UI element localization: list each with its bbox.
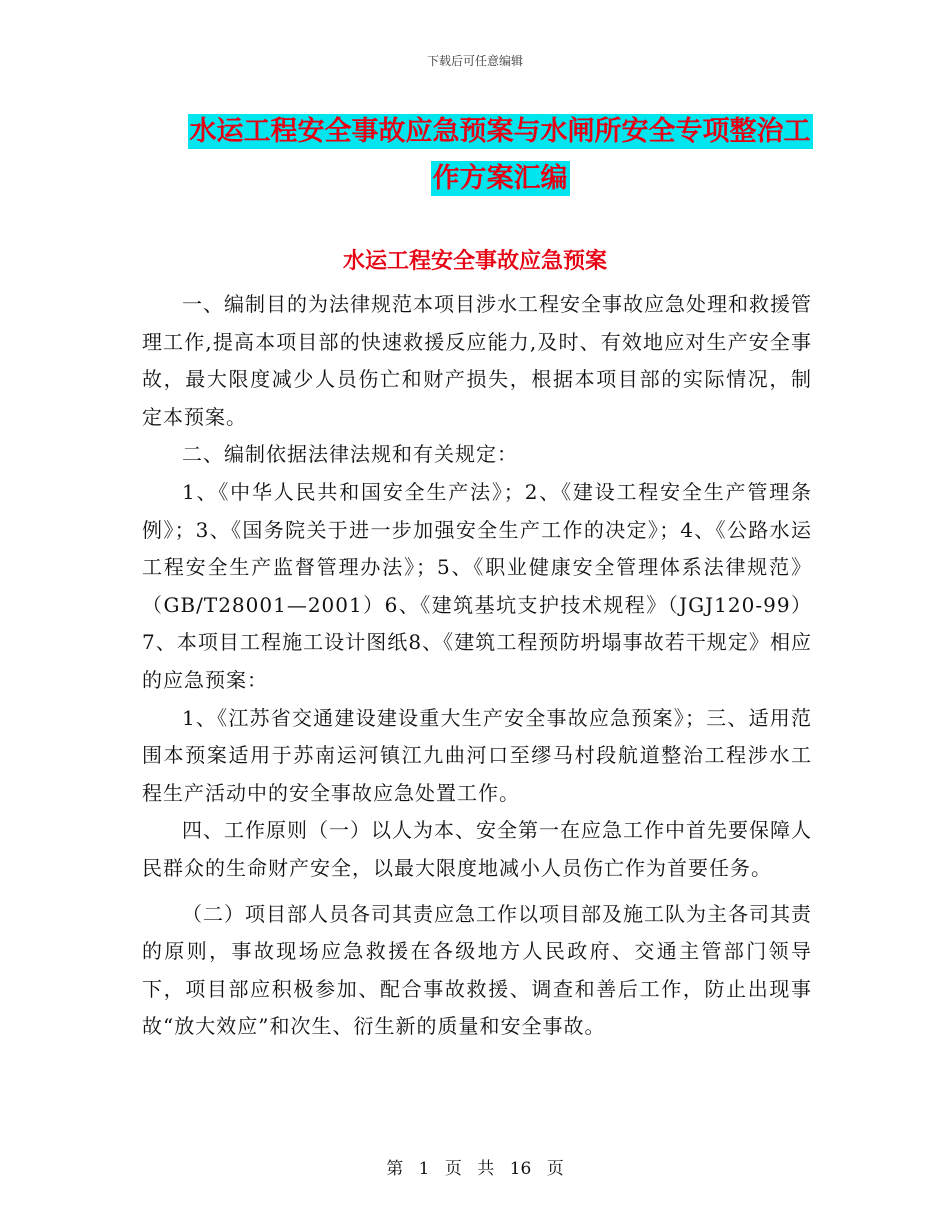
footer-page-number: 1 — [418, 1159, 430, 1179]
paragraph-principle-2: （二）项目部人员各司其责应急工作以项目部及施工队为主各司其责的原则，事故现场应急救援在各级地方人民政府、交通主管部门领导下，项目部应积极参加、配合事故救援、调查和善后工作，防止出现事故“放大效应”和次生、衍生新的质量和安全事故。 — [142, 901, 812, 1039]
document-body — [142, 286, 812, 1046]
paragraph-scope: 1、《江苏省交通建设建设重大生产安全事故应急预案》；三、适用范围本预案适用于苏南运河镇江九曲河口至缪马村段航道整治工程涉水工程生产活动中的安全事故应急处置工作。 — [142, 705, 812, 805]
document-title-line-1: 水运工程安全事故应急预案与水闸所安全专项整治工 — [189, 116, 811, 147]
section-title: 水运工程安全事故应急预案 — [342, 249, 607, 274]
paragraph-basis-list: 1、《中华人民共和国安全生产法》；2、《建设工程安全生产管理条例》；3、《国务院关于进一步加强安全生产工作的决定》；4、《公路水运工程安全生产监督管理办法》；5、《职业健康安全管理体系法律规范》（GB/T28001—2001）6、《建筑基坑支护技术规程》（JGJ120-99）7、本项目工程施工设计图纸8、《建筑工程预防坍塌事故若干规定》相应的应急预案： — [142, 479, 812, 692]
footer-total-unit: 页 — [546, 1159, 564, 1179]
footer-total-prefix: 共 — [477, 1159, 495, 1179]
page-footer — [0, 1154, 950, 1179]
document-title — [150, 108, 850, 202]
footer-total-pages: 16 — [509, 1159, 532, 1179]
paragraph-principle-1: 四、工作原则（一）以人为本、安全第一在应急工作中首先要保障人民群众的生命财产安全，以最大限度地减小人员伤亡作为首要任务。 — [142, 818, 812, 880]
paragraph-basis-heading: 二、编制依据法律法规和有关规定： — [182, 442, 518, 467]
footer-page-unit: 页 — [444, 1159, 462, 1179]
header-note: 下载后可任意编辑 — [426, 54, 523, 68]
paragraph-purpose: 一、编制目的为法律规范本项目涉水工程安全事故应急处理和救援管理工作,提高本项目部的快速救援反应能力,及时、有效地应对生产安全事故，最大限度减少人员伤亡和财产损失，根据本项目部的实际情况，制定本预案。 — [142, 292, 812, 429]
document-title-line-2: 作方案汇编 — [432, 163, 568, 194]
footer-prefix: 第 — [386, 1159, 404, 1179]
